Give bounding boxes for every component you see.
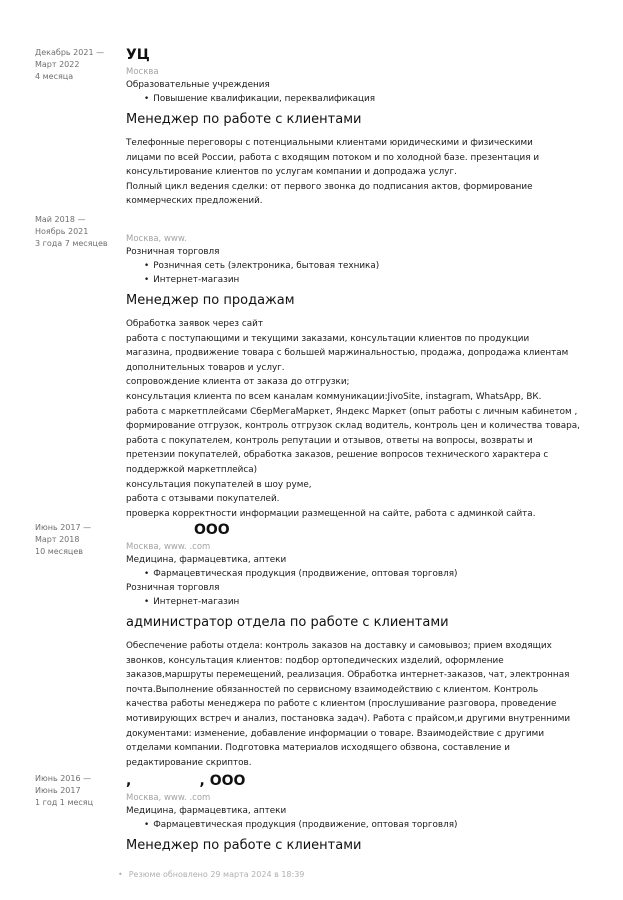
- description-line: дополнительных товаров и услуг.: [126, 362, 285, 373]
- position-title: Менеджер по работе с клиентами: [126, 838, 362, 853]
- job-description: [126, 317, 586, 521]
- experience-dates: [35, 47, 119, 83]
- description-line: претензии покупателей, обработка заказов, решение вопросов технического характера с: [126, 450, 549, 461]
- description-line: консультация клиента по всем каналам коммуникации:JivoSite, instagram, WhatsApp, ВК.: [126, 391, 542, 402]
- company-name: ООО: [194, 522, 230, 538]
- company-city: Москва, www.: [126, 234, 187, 244]
- position-title: администратор отдела по работе с клиентами: [126, 615, 449, 630]
- industry-sub: • Фармацевтическая продукция (продвижение, оптовая торговля): [126, 567, 586, 581]
- industry-sub: • Фармацевтическая продукция (продвижение, оптовая торговля): [126, 818, 586, 832]
- industry: Образовательные учреждения: [126, 80, 270, 90]
- duration: 3 года 7 месяцев: [35, 239, 108, 248]
- experience-body: [126, 522, 586, 770]
- position-title: Менеджер по работе с клиентами: [126, 112, 362, 127]
- industry: Медицина, фармацевтика, аптеки: [126, 806, 287, 816]
- industry: Медицина, фармацевтика, аптеки: [126, 555, 287, 565]
- description-line: Телефонные переговоры с потенциальными клиентами юридическими и физическими: [126, 138, 533, 148]
- experience-dates: [35, 522, 119, 558]
- company-name: , , ООО: [126, 773, 246, 789]
- position-title: Менеджер по продажам: [126, 293, 295, 308]
- industry-sub: • Интернет-магазин: [126, 273, 586, 287]
- experience-body: [126, 773, 586, 854]
- description-line: сопровождение клиента от заказа до отгрузки;: [126, 377, 350, 388]
- description-line: лицами по всей России, работа с входящим потоком и по холодной базе. презентация и: [126, 152, 540, 163]
- job-description: [126, 639, 586, 770]
- period-start: Декабрь 2021 —: [35, 48, 105, 57]
- description-line: редактирование скриптов.: [126, 757, 252, 768]
- company-city: Москва, www. .com: [126, 542, 211, 552]
- description-line: консультация покупателей в шоу руме,: [126, 479, 312, 490]
- period-end: Март 2018: [35, 535, 80, 544]
- experience-dates: [35, 773, 119, 809]
- description-line: Обработка заявок через сайт: [126, 319, 263, 329]
- experience-dates: [35, 214, 119, 250]
- experience-body: [126, 47, 586, 209]
- company-name: [126, 214, 586, 230]
- industry: Розничная торговля: [126, 583, 220, 593]
- company-city: Москва, www. .com: [126, 793, 211, 803]
- job-description: [126, 136, 586, 209]
- description-line: мотивирующих встреч и анализ, постановка задач). Работа с прайсом,и другими внутренними: [126, 713, 571, 724]
- duration: 10 месяцев: [35, 547, 83, 556]
- industry-sub: • Розничная сеть (электроника, бытовая техника): [126, 259, 586, 273]
- experience-body: [126, 214, 586, 521]
- period-start: Июнь 2016 —: [35, 774, 92, 783]
- description-line: консультирование клиентов по услугам компании и допродажа услуг.: [126, 167, 457, 178]
- description-line: работа с покупателем, контроль репутации и отзывов, ответы на вопросы, возвраты и: [126, 435, 533, 446]
- description-line: формирование отгрузок, контроль отгрузок склад водитель, контроль цен и количества товара,: [126, 421, 580, 432]
- industry-sub: • Интернет-магазин: [126, 595, 586, 609]
- description-line: заказов,маршруты перемещений, реализация. Обработка интернет-заказов, чат, электронная: [126, 670, 570, 681]
- description-line: почта.Выполнение обязанностей по сервисному взаимодействию с клиентом. Контроль: [126, 684, 539, 695]
- industry: Розничная торговля: [126, 247, 220, 257]
- industry-sub: • Повышение квалификации, переквалификация: [126, 92, 586, 106]
- period-end: Июнь 2017: [35, 786, 81, 795]
- description-line: коммерческих предложений.: [126, 196, 263, 207]
- resume-updated-note: • Резюме обновлено 29 марта 2024 в 18:39: [118, 869, 304, 881]
- description-line: документами: изменение, добавление информации о товаре. Взаимодействие с другими: [126, 728, 545, 739]
- duration: 4 месяца: [35, 72, 74, 81]
- duration: 1 год 1 месяц: [35, 798, 94, 807]
- description-line: Обеспечение работы отдела: контроль заказов на доставку и самовывоз; прием входящих: [126, 641, 552, 651]
- description-line: работа с маркетплейсами СберМегаМаркет, Яндекс Маркет (опыт работы с личным кабинетом ,: [126, 406, 578, 417]
- period-end: Ноябрь 2021: [35, 227, 89, 236]
- description-line: работа с поступающими и текущими заказами, консультации клиентов по продукции: [126, 333, 530, 344]
- period-start: Июнь 2017 —: [35, 523, 92, 532]
- period-end: Март 2022: [35, 60, 80, 69]
- description-line: проверка корректности информации размещенной на сайте, работа с админкой сайта.: [126, 508, 536, 519]
- description-line: Полный цикл ведения сделки: от первого звонка до подписания актов, формирование: [126, 181, 533, 192]
- company-name: УЦ: [126, 47, 150, 63]
- description-line: работа с отзывами покупателей.: [126, 494, 280, 505]
- description-line: магазина, продвижение товара с большей маржинальностью, продажа, допродажа клиентам: [126, 348, 569, 359]
- period-start: Май 2018 —: [35, 215, 86, 224]
- description-line: отделами компании. Подготовка материалов исходящего обзвона, составление и: [126, 743, 510, 754]
- description-line: поддержкой маркетплейса): [126, 464, 258, 475]
- description-line: качества работы менеджера по работе с клиентом (прослушивание разговора, проведение: [126, 699, 557, 710]
- description-line: звонков, консультация клиентов: подбор ортопедических изделий, оформление: [126, 655, 504, 666]
- company-city: Москва: [126, 67, 159, 77]
